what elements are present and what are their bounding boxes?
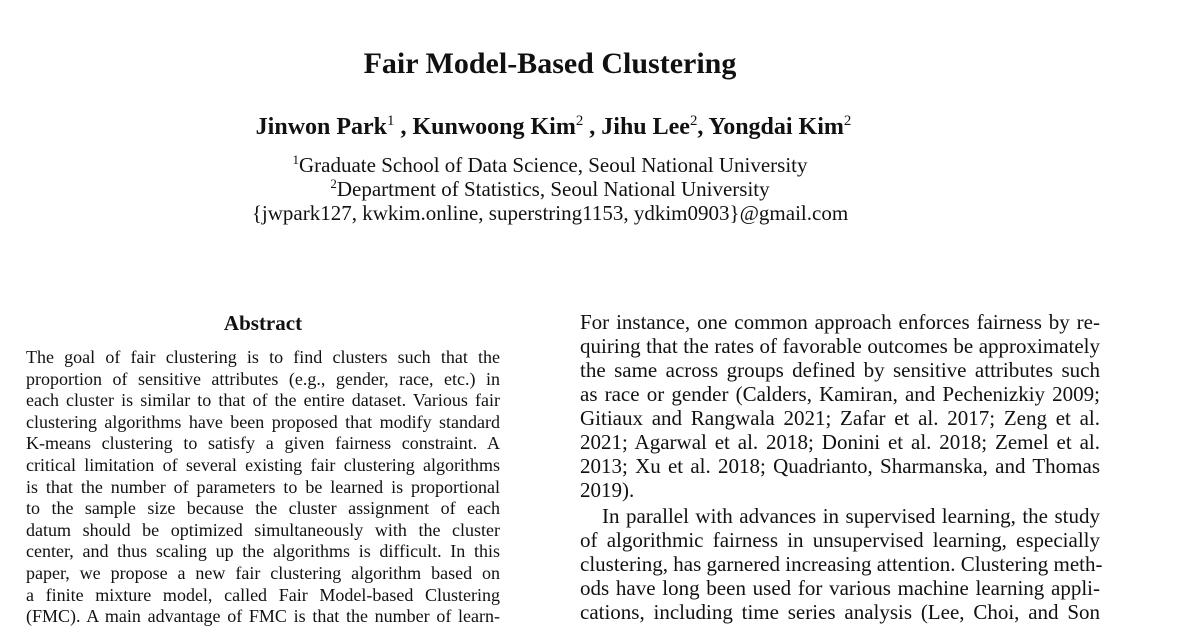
abstract-line: critical limitation of several existing fair clustering algorithms <box>26 454 500 475</box>
author-separator: , <box>583 114 602 140</box>
affiliation-line <box>0 177 1100 201</box>
author-affiliation-mark: 2 <box>843 113 852 129</box>
abstract-line: The goal of fair clustering is to find clusters such that the <box>26 347 500 367</box>
body-line: cations, including time series analysis (Lee, Choi, and Son <box>580 600 1100 624</box>
body-line: 2019). <box>580 478 635 502</box>
introduction-column <box>580 310 1103 624</box>
author-name: Kunwoong Kim <box>412 114 576 140</box>
body-line: 2013; Xu et al. 2018; Quadrianto, Sharmanska, and Thomas <box>580 454 1100 478</box>
abstract-body <box>26 347 500 628</box>
author-name: Jinwon Park <box>255 114 388 140</box>
affiliation-text: Graduate School of Data Science, Seoul National University <box>298 153 808 177</box>
author-separator: , <box>394 114 413 140</box>
body-line: 2021; Agarwal et al. 2018; Donini et al. 2018; Zemel et al. <box>580 430 1100 454</box>
author-name: Yongdai Kim <box>708 114 844 140</box>
author-list <box>0 112 1107 142</box>
body-line: of algorithmic fairness in unsupervised learning, especially <box>580 528 1100 552</box>
abstract-line: K-means clustering to satisfy a given fairness constraint. A <box>26 433 500 454</box>
body-line: the same across groups defined by sensitive attributes such <box>580 358 1100 382</box>
author-emails <box>0 201 1100 225</box>
abstract-line: clustering algorithms have been proposed that modify standard <box>26 411 500 432</box>
body-paragraph <box>580 504 1103 624</box>
author-separator: , <box>697 114 709 140</box>
body-line: For instance, one common approach enforces fairness by re- <box>580 310 1100 334</box>
affiliation-mark: 2 <box>330 176 337 191</box>
body-line: as race or gender (Calders, Kamiran, and Pechenizkiy 2009; <box>580 382 1100 406</box>
author-name: Jihu Lee <box>601 114 690 140</box>
author-affiliation-mark: 2 <box>689 113 698 129</box>
body-line: In parallel with advances in supervised learning, the study <box>602 504 1100 528</box>
body-paragraph <box>580 310 1100 502</box>
abstract-line: a finite mixture model, called Fair Model-based Clustering <box>26 584 500 605</box>
abstract-line: is that the number of parameters to be learned is proportional <box>26 476 500 497</box>
abstract-line: center, and thus scaling up the algorithms is difficult. In this <box>26 541 500 562</box>
body-line: quiring that the rates of favorable outcomes be approximately <box>580 334 1100 358</box>
paper-title: Fair Model-Based Clustering <box>363 47 737 80</box>
abstract-line: proportion of sensitive attributes (e.g., gender, race, etc.) in <box>26 368 500 389</box>
body-line: ods have long been used for various machine learning appli- <box>580 576 1100 600</box>
abstract-line: datum should be optimized simultaneously with the cluster <box>26 519 500 540</box>
abstract-line: paper, we propose a new fair clustering algorithm based on <box>26 562 500 583</box>
author-affiliation-mark: 1 <box>387 113 395 129</box>
affiliation-mark: 1 <box>292 152 299 167</box>
affiliation-line <box>0 153 1100 177</box>
email-list: {jwpark127, kwkim.online, superstring1153, ydkim0903}@gmail.com <box>251 201 849 225</box>
affiliation-text: Department of Statistics, Seoul National University <box>336 177 770 201</box>
author-affiliation-mark: 2 <box>575 113 584 129</box>
abstract-line: (FMC). A main advantage of FMC is that the number of learn- <box>26 606 500 627</box>
abstract-line: each cluster is similar to that of the entire dataset. Various fair <box>26 390 500 411</box>
abstract-heading: Abstract <box>223 311 303 335</box>
abstract-line: to the sample size because the cluster assignment of each <box>26 498 500 519</box>
body-line: Gitiaux and Rangwala 2021; Zafar et al. 2017; Zeng et al. <box>580 406 1100 430</box>
body-line: clustering, has garnered increasing attention. Clustering meth- <box>580 552 1103 576</box>
